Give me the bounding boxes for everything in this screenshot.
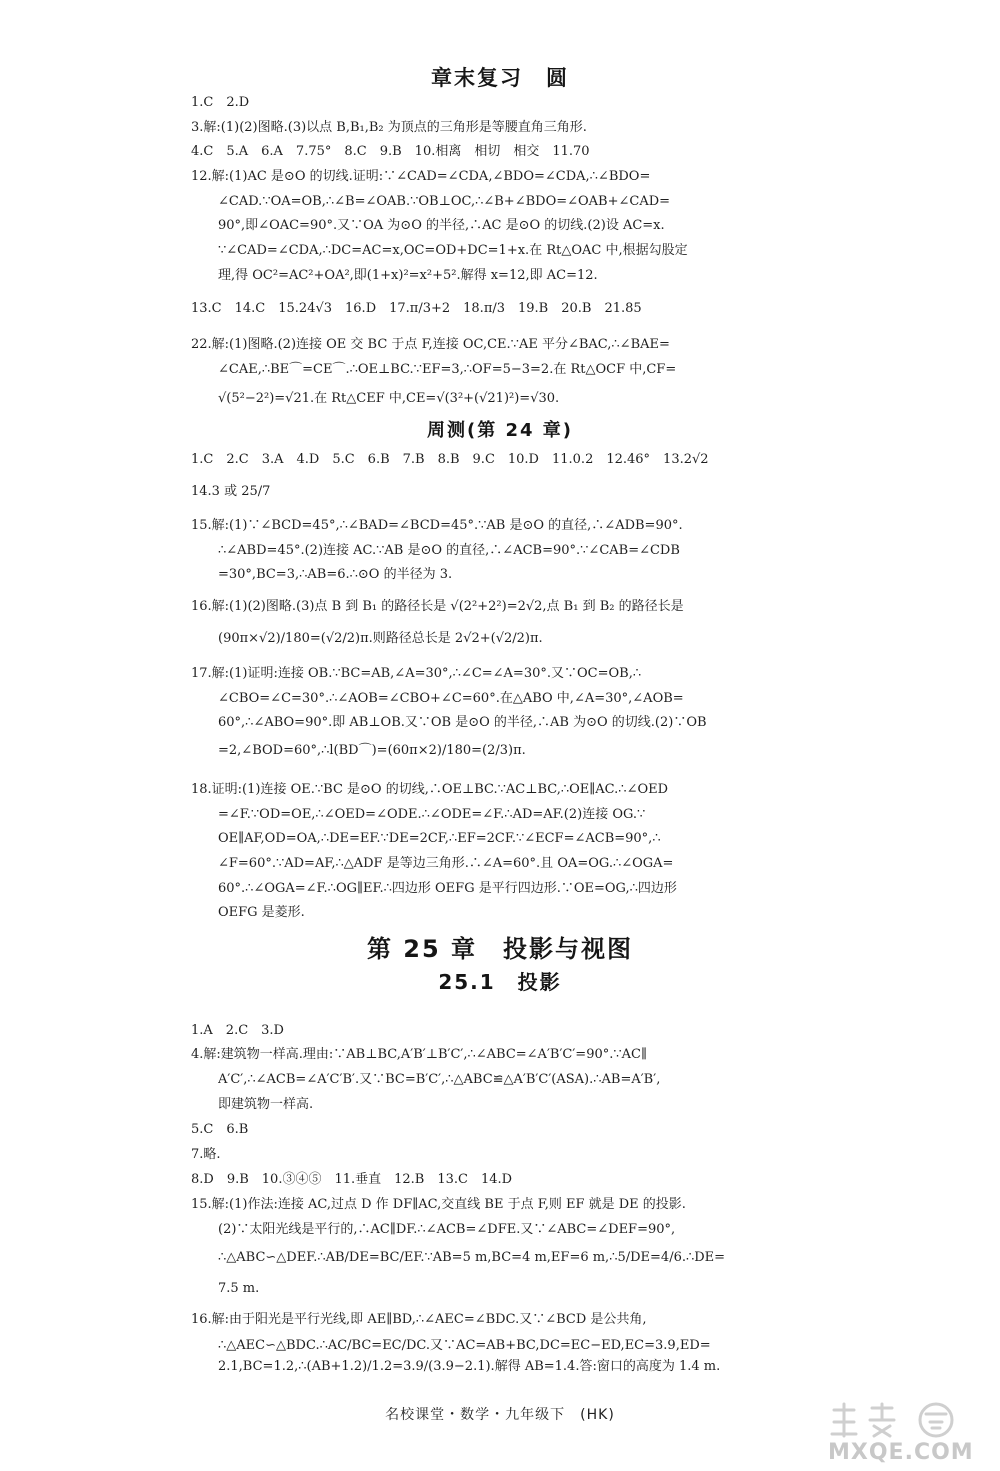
review-line-1: 1.C 2.D (191, 95, 250, 110)
watermark (820, 1400, 990, 1466)
weekly-line-13: =∠F.∵OD=OE,∴∠OED=∠ODE.∴∠ODE=∠F.∴AD=AF.(2)连接 OG.∵ (218, 807, 646, 822)
section-line-4: 即建筑物一样高. (218, 1097, 314, 1112)
weekly-line-7: (90π×√2)/180=(√2/2)π.则路径总长是 2√2+(√2/2)π. (218, 631, 543, 646)
section-line-7: 8.D 9.B 10.③④⑤ 11.垂直 12.B 13.C 14.D (191, 1172, 513, 1187)
watermark-text: MXQE.COM (828, 1440, 974, 1465)
section-line-6: 7.略. (191, 1147, 221, 1162)
section-line-9: (2)∵太阳光线是平行的,∴AC∥DF.∴∠ACB=∠DFE.又∵∠ABC=∠DEF=90°, (218, 1222, 676, 1237)
review-line-3: 4.C 5.A 6.A 7.75° 8.C 9.B 10.相离 相切 相交 11.70 (191, 144, 590, 159)
section-line-5: 5.C 6.B (191, 1122, 249, 1137)
section-line-12: 16.解:由于阳光是平行光线,即 AE∥BD,∴∠AEC=∠BDC.又∵∠BCD 是公共角, (191, 1312, 647, 1327)
weekly-line-14: OE∥AF,OD=OA,∴DE=EF.∵DE=2CF,∴EF=2CF.∵∠ECF=∠ACB=90°,∴ (218, 831, 661, 846)
section-line-1: 1.A 2.C 3.D (191, 1023, 284, 1038)
review-line-5: ∠CAD.∵OA=OB,∴∠B=∠OAB.∵OB⊥OC,∴∠B+∠BDO=∠OAB+∠CAD= (218, 194, 671, 209)
section-line-2: 4.解:建筑物一样高.理由:∵AB⊥BC,A′B′⊥B′C′,∴∠ABC=∠A′B′C′=90°.∵AC∥ (191, 1047, 647, 1062)
review-line-12: √(5²−2²)=√21.在 Rt△CEF 中,CE=√(3²+(√21)²)=√30. (218, 391, 560, 406)
weekly-line-4: ∴∠ABD=45°.(2)连接 AC.∵AB 是⊙O 的直径,∴∠ACB=90°.∵∠CAB=∠CDB (218, 543, 680, 558)
review-line-2: 3.解:(1)(2)图略.(3)以点 B,B₁,B₂ 为顶点的三角形是等腰直角三角形. (191, 120, 587, 135)
weekly-line-12: 18.证明:(1)连接 OE.∵BC 是⊙O 的切线,∴OE⊥BC.∵AC⊥BC,∴OE∥AC.∴∠OED (191, 782, 669, 797)
weekly-line-16: 60°.∴∠OGA=∠F.∴OG∥EF.∴四边形 OEFG 是平行四边形.∵OE=OG,∴四边形 (218, 881, 677, 896)
review-line-6: 90°,即∠OAC=90°.又∵OA 为⊙O 的半径,∴AC 是⊙O 的切线.(2)设 AC=x. (218, 218, 665, 233)
weekly-line-9: ∠CBO=∠C=30°.∴∠AOB=∠CBO+∠C=60°.在△ABO 中,∠A=30°,∠AOB= (218, 691, 684, 706)
review-line-8: 理,得 OC²=AC²+OA²,即(1+x)²=x²+5².解得 x=12,即 AC=12. (218, 268, 598, 283)
weekly-line-11: =2,∠BOD=60°,∴l(BD⌒)=(60π×2)/180=(2/3)π. (218, 743, 526, 758)
weekly-line-17: OEFG 是菱形. (218, 905, 305, 920)
weekly-line-6: 16.解:(1)(2)图略.(3)点 B 到 B₁ 的路径长是 √(2²+2²)=2√2,点 B₁ 到 B₂ 的路径长是 (191, 599, 684, 614)
section-line-13: ∴△AEC∽△BDC.∴AC/BC=EC/DC.又∵AC=AB+BC,DC=EC−ED,EC=3.9,ED= (218, 1338, 711, 1353)
weekly-line-8: 17.解:(1)证明:连接 OB.∵BC=AB,∠A=30°,∴∠C=∠A=30°.又∵OC=OB,∴ (191, 666, 642, 681)
section-line-8: 15.解:(1)作法:连接 AC,过点 D 作 DF∥AC,交直线 BE 于点 F,则 EF 就是 DE 的投影. (191, 1197, 686, 1212)
review-line-10: 22.解:(1)图略.(2)连接 OE 交 BC 于点 F,连接 OC,CE.∵AE 平分∠BAC,∴∠BAE= (191, 337, 670, 352)
heading-review: 章末复习 圆 (431, 66, 569, 90)
review-line-7: ∵∠CAD=∠CDA,∴DC=AC=x,OC=OD+DC=1+x.在 Rt△OAC 中,根据勾股定 (218, 243, 688, 258)
weekly-line-1: 1.C 2.C 3.A 4.D 5.C 6.B 7.B 8.B 9.C 10.D 11.0.2 12.46° 13.2√2 (191, 452, 709, 467)
weekly-line-10: 60°,∴∠ABO=90°.即 AB⊥OB.又∵OB 是⊙O 的半径,∴AB 为⊙O 的切线.(2)∵OB (218, 715, 707, 730)
watermark-logo-icon (826, 1400, 976, 1440)
section-line-3: A′C′,∴∠ACB=∠A′C′B′.又∵BC=B′C′,∴△ABC≌△A′B′C′(ASA).∴AB=A′B′, (218, 1072, 661, 1087)
weekly-line-15: ∠F=60°.∵AD=AF,∴△ADF 是等边三角形.∴∠A=60°.且 OA=OG.∴∠OGA= (218, 856, 674, 871)
weekly-line-5: =30°,BC=3,∴AB=6.∴⊙O 的半径为 3. (218, 567, 453, 582)
section-line-11: 7.5 m. (218, 1281, 260, 1296)
heading-section: 25.1 投影 (438, 970, 562, 994)
page-footer: 名校课堂・数学・九年级下 (HK) (385, 1407, 615, 1423)
review-line-4: 12.解:(1)AC 是⊙O 的切线.证明:∵∠CAD=∠CDA,∠BDO=∠CDA,∴∠BDO= (191, 169, 651, 184)
review-line-11: ∠CAE,∴BE⌒=CE⌒.∴OE⊥BC.∵EF=3,∴OF=5−3=2.在 Rt△OCF 中,CF= (218, 362, 677, 377)
heading-chapter: 第 25 章 投影与视图 (366, 935, 634, 963)
heading-weekly: 周测(第 24 章) (426, 420, 574, 441)
review-line-9: 13.C 14.C 15.24√3 16.D 17.π/3+2 18.π/3 19.B 20.B 21.85 (191, 301, 642, 316)
section-line-14: 2.1,BC=1.2,∴(AB+1.2)/1.2=3.9/(3.9−2.1).解得 AB=1.4.答:窗口的高度为 1.4 m. (218, 1359, 721, 1374)
weekly-line-3: 15.解:(1)∵∠BCD=45°,∴∠BAD=∠BCD=45°.∵AB 是⊙O 的直径,∴∠ADB=90°. (191, 518, 683, 533)
section-line-10: ∴△ABC∽△DEF.∴AB/DE=BC/EF.∵AB=5 m,BC=4 m,EF=6 m,∴5/DE=4/6.∴DE= (218, 1250, 726, 1265)
weekly-line-2: 14.3 或 25/7 (191, 484, 271, 499)
